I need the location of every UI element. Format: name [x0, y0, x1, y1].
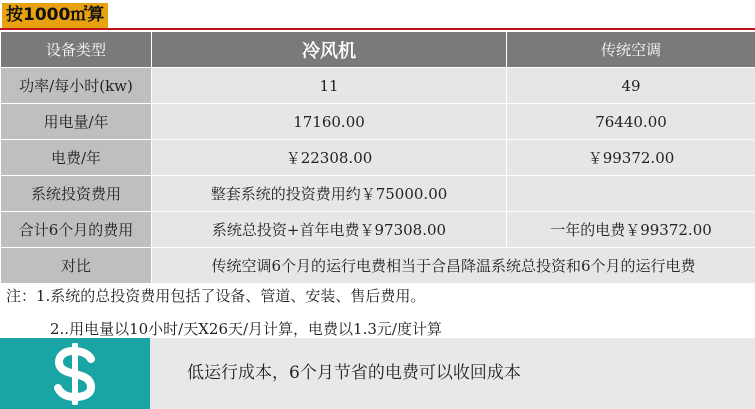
table-row [1, 68, 755, 104]
comparison-table [0, 31, 755, 284]
row-col2: 一年的电费￥99372.00 [507, 212, 755, 248]
compare-label: 对比 [1, 248, 152, 284]
table-row [1, 176, 755, 212]
dollar-icon [51, 343, 99, 405]
row-col1: 整套系统的投资费用约￥75000.00 [152, 176, 507, 212]
table-row [1, 140, 755, 176]
row-col1: 11 [152, 68, 507, 104]
banner-text: 低运行成本，6个月节省的电费可以收回成本 [187, 363, 521, 383]
header-label: 设备类型 [1, 32, 152, 68]
row-col2: 76440.00 [507, 104, 755, 140]
title-bar [0, 0, 755, 29]
row-label: 功率/每小时(kw) [1, 68, 152, 104]
row-col2: 49 [507, 68, 755, 104]
table-row [1, 212, 755, 248]
row-label: 系统投资费用 [1, 176, 152, 212]
compare-text: 传统空调6个月的运行电费相当于合昌降温系统总投资和6个月的运行电费 [152, 248, 755, 284]
row-label: 电费/年 [1, 140, 152, 176]
row-label: 用电量/年 [1, 104, 152, 140]
header-col1: 冷风机 [152, 32, 507, 68]
row-col1: 系统总投资+首年电费￥97308.00 [152, 212, 507, 248]
compare-row [1, 248, 755, 284]
table-row [1, 104, 755, 140]
row-col1: ￥22308.00 [152, 140, 507, 176]
note-line-2: 2..用电量以10小时/天X26天/月计算，电费以1.3元/度计算 [50, 320, 442, 338]
page-title: 按1000㎡算 [2, 3, 108, 28]
row-label: 合计6个月的费用 [1, 212, 152, 248]
row-col1: 17160.00 [152, 104, 507, 140]
header-col2: 传统空调 [507, 32, 755, 68]
title-divider [0, 28, 755, 30]
cost-banner [0, 338, 755, 409]
dollar-icon-box [0, 338, 150, 409]
row-col2: ￥99372.00 [507, 140, 755, 176]
row-col2 [507, 176, 755, 212]
note-line-1: 注：1.系统的总投资费用包括了设备、管道、安装、售后费用。 [6, 287, 426, 305]
table-header-row [1, 32, 755, 68]
